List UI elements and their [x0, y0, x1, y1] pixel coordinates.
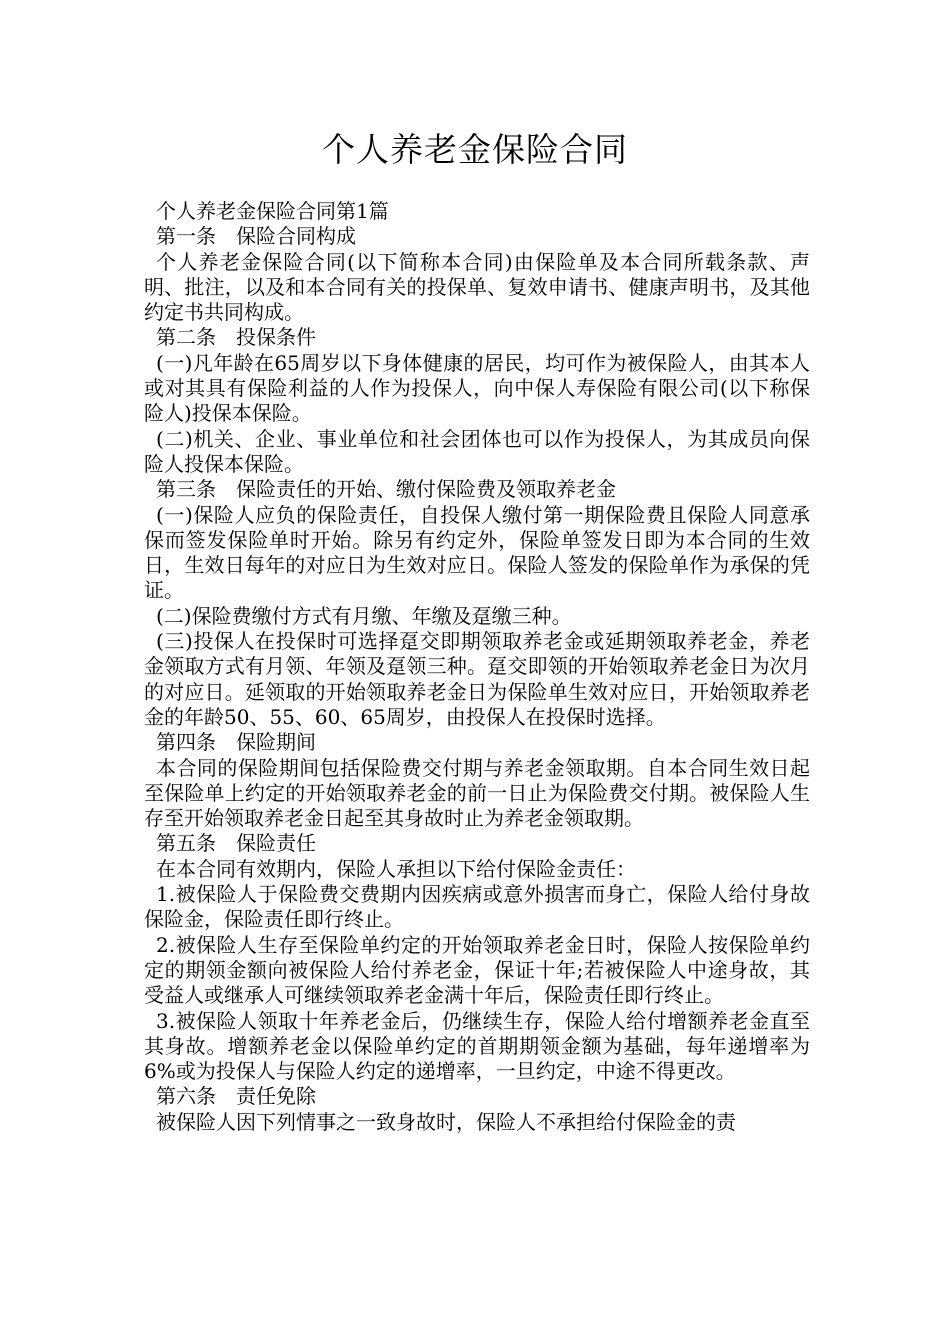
paragraph: 在本合同有效期内，保险人承担以下给付保险金责任： [156, 856, 636, 881]
section-heading: 第四条 保险期间 [156, 730, 316, 755]
paragraph: 个人养老金保险合同(以下简称本合同)由保险单及本合同所载条款、声明、批注，以及和本合同有关的投保单、复效申请书、健康声明书，及其他约定书共同构成。 [144, 249, 810, 325]
paragraph: 3.被保险人领取十年养老金后，仍继续生存，保险人给付增额养老金直至其身故。增额养老金以保险单约定的首期期领金额为基础，每年递增率为6%或为投保人与保险人约定的递增率，一旦约定，中途不得更改。 [144, 1008, 810, 1084]
paragraph: (一)凡年龄在65周岁以下身体健康的居民，均可作为被保险人，由其本人或对其具有保险利益的人作为投保人，向中保人寿保险有限公司(以下称保险人)投保本保险。 [144, 350, 810, 426]
section-heading: 第六条 责任免除 [156, 1084, 316, 1109]
document-title: 个人养老金保险合同 [322, 130, 628, 169]
paragraph: (二)机关、企业、事业单位和社会团体也可以作为投保人，为其成员向保险人投保本保险。 [144, 426, 810, 476]
paragraph: 本合同的保险期间包括保险费交付期与养老金领取期。自本合同生效日起至保险单上约定的开始领取养老金的前一日止为保险费交付期。被保险人生存至开始领取养老金日起至其身故时止为养老金领取期。 [144, 755, 810, 831]
paragraph: 1.被保险人于保险费交费期内因疾病或意外损害而身亡，保险人给付身故保险金，保险责任即行终止。 [144, 882, 810, 932]
paragraph: (二)保险费缴付方式有月缴、年缴及趸缴三种。 [156, 603, 572, 628]
section-heading: 个人养老金保险合同第1篇 [156, 199, 389, 223]
paragraph: (一)保险人应负的保险责任，自投保人缴付第一期保险费且保险人同意承保而签发保险单时开始。除另有约定外，保险单签发日即为本合同的生效日，生效日每年的对应日为生效对应日。保险人签发的保险单作为承保的凭证。 [144, 502, 810, 603]
paragraph: (三)投保人在投保时可选择趸交即期领取养老金或延期领取养老金，养老金领取方式有月领、年领及趸领三种。趸交即领的开始领取养老金日为次月的对应日。延领取的开始领取养老金日为保险单生效对应日，开始领取养老金的年龄50、55、60、65周岁，由投保人在投保时选择。 [144, 629, 810, 729]
section-heading: 第五条 保险责任 [156, 831, 316, 856]
document-body [144, 199, 810, 1135]
paragraph: 2.被保险人生存至保险单约定的开始领取养老金日时，保险人按保险单约定的期领金额向被保险人给付养老金，保证十年;若被保险人中途身故，其受益人或继承人可继续领取养老金满十年后，保险责任即行终止。 [144, 932, 810, 1008]
paragraph: 被保险人因下列情事之一致身故时，保险人不承担给付保险金的责 [156, 1109, 736, 1134]
section-heading: 第二条 投保条件 [156, 325, 316, 350]
section-heading: 第一条 保险合同构成 [156, 224, 356, 249]
section-heading: 第三条 保险责任的开始、缴付保险费及领取养老金 [156, 477, 616, 502]
